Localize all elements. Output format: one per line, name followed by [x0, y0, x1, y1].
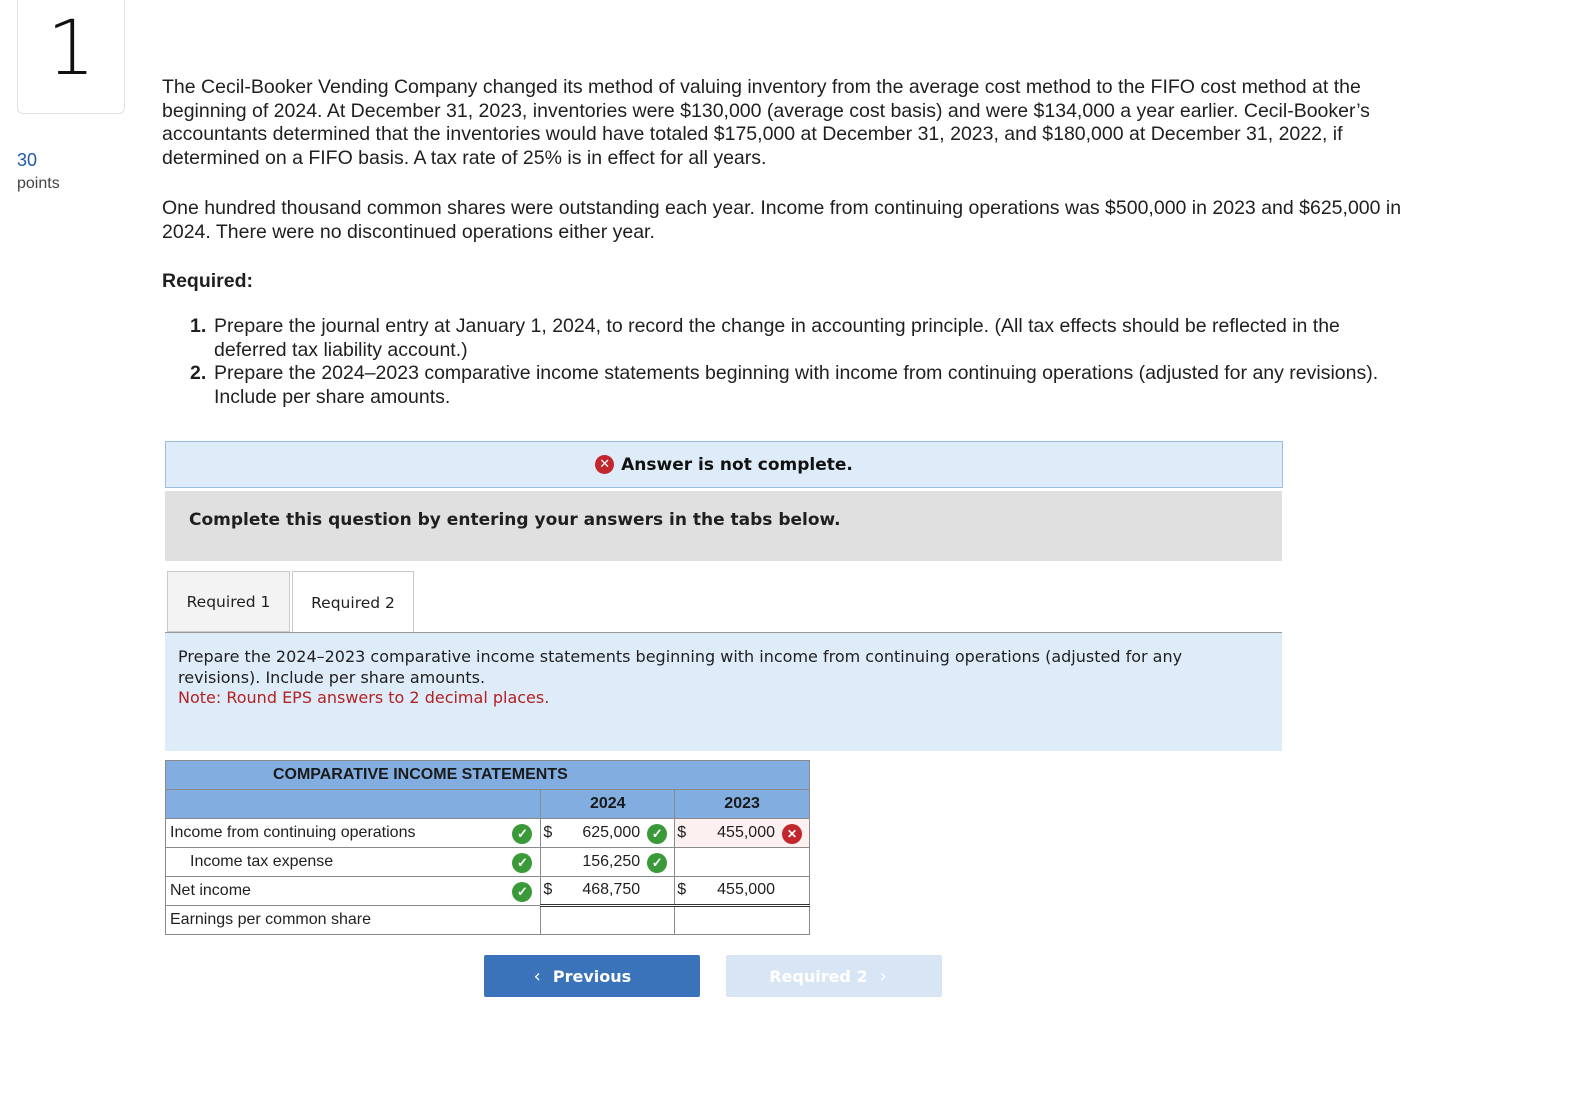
currency-symbol: $ — [543, 824, 553, 841]
table-row — [166, 906, 810, 935]
input-2024-income-tax-expense[interactable] — [541, 848, 675, 877]
row-label-income-tax-expense[interactable] — [166, 848, 541, 877]
cell-value: 468,750 — [582, 881, 641, 898]
answer-status-text: Answer is not complete. — [621, 454, 853, 475]
instruction-text: Complete this question by entering your answers in the tabs below. — [189, 510, 841, 530]
input-2024-eps[interactable] — [541, 906, 675, 935]
requirements-list — [190, 315, 1390, 409]
column-header-2023: 2023 — [675, 790, 810, 819]
comparative-income-statements-table — [165, 760, 810, 935]
table-row — [166, 819, 810, 848]
column-header-2024: 2024 — [541, 790, 675, 819]
table-title — [166, 761, 675, 790]
points-label: points — [17, 175, 60, 192]
check-icon: ✓ — [647, 853, 667, 873]
requirement-number: 2. — [190, 362, 207, 384]
requirement-2 — [190, 362, 1390, 409]
check-icon: ✓ — [647, 824, 667, 844]
tab-label: Required 2 — [311, 593, 395, 612]
requirement-1 — [190, 315, 1390, 362]
table-title-spacer — [675, 761, 810, 790]
x-circle-icon: ✕ — [782, 824, 802, 844]
question-text: The Cecil-Booker Vending Company changed its method of valuing inventory from the average cost method to the FIFO cost method at the beginning of 2024. At December 31, 2023, inventories were $130,000 (average cost basis) and were $134,000 a year earlier. Cecil-Booker’s accountants determined that the inventories would have totaled $175,000 at December 31, 2023, and $180,000 at December 31, 2022, if determined on a FIFO basis. A tax rate of 25% is in effect for all years. — [162, 76, 1370, 169]
tab-prompt-panel — [165, 633, 1282, 751]
question-paragraph-2: One hundred thousand common shares were outstanding each year. Income from continuing operations was $500,000 in 2023 and $625,000 in 2024. There were no discontinued operations either year. — [162, 197, 1402, 243]
previous-button[interactable] — [484, 955, 700, 997]
tab-required-1[interactable] — [167, 571, 290, 632]
instruction-banner — [165, 491, 1282, 561]
points-value: 30 — [17, 150, 38, 170]
currency-symbol: $ — [543, 881, 553, 898]
input-2024-net-income — [541, 877, 675, 906]
next-tab-button-label: Required 2 — [769, 966, 868, 986]
tab-label: Required 1 — [186, 592, 271, 611]
question-paragraph-1 — [162, 76, 1402, 170]
currency-symbol: $ — [677, 881, 687, 898]
tab-required-2[interactable] — [292, 571, 414, 633]
requirement-text: Prepare the journal entry at January 1, 2024, to record the change in accounting principle. (All tax effects should be reflected in the deferred tax liability account.) — [214, 315, 1340, 361]
row-label-net-income[interactable] — [166, 877, 541, 906]
cell-value: 455,000 — [717, 881, 775, 898]
row-label-income-continuing-ops[interactable] — [166, 819, 541, 848]
question-number: 1 — [46, 3, 96, 92]
requirement-number: 1. — [190, 315, 207, 337]
table-title-text: COMPARATIVE INCOME STATEMENTS — [272, 766, 568, 783]
row-label-text: Earnings per common share — [170, 911, 371, 928]
check-icon: ✓ — [512, 824, 532, 844]
table-row — [166, 877, 810, 906]
required-heading: Required: — [162, 270, 254, 292]
x-circle-icon: ✕ — [595, 455, 614, 474]
row-label-text: Net income — [170, 882, 251, 899]
requirement-text: Prepare the 2024–2023 comparative income statements beginning with income from continuing operations (adjusted for any revisions). Include per share amounts. — [214, 362, 1379, 408]
question-number-box — [17, 0, 125, 114]
row-label-text: Income tax expense — [190, 853, 334, 870]
input-2023-eps[interactable] — [675, 906, 810, 935]
prompt-note: Note: Round EPS answers to 2 decimal places. — [178, 688, 550, 707]
next-tab-button[interactable] — [726, 955, 942, 997]
input-2023-income-continuing-ops[interactable] — [675, 819, 810, 848]
chevron-left-icon: ‹ — [533, 965, 541, 987]
row-label-text: Income from continuing operations — [170, 824, 416, 841]
prompt-text: Prepare the 2024–2023 comparative income statements beginning with income from continuing operations (adjusted for any revisions). Include per share amounts. — [178, 647, 1183, 687]
check-icon: ✓ — [512, 853, 532, 873]
cell-value: 156,250 — [582, 853, 641, 870]
answer-status-banner — [165, 441, 1283, 488]
label-column-header — [166, 790, 541, 819]
cell-value: 625,000 — [582, 824, 641, 841]
input-2023-net-income — [675, 877, 810, 906]
input-2023-income-tax-expense[interactable] — [675, 848, 810, 877]
currency-symbol: $ — [677, 824, 687, 841]
input-2024-income-continuing-ops[interactable] — [541, 819, 675, 848]
cell-value: 455,000 — [717, 824, 775, 841]
table-row — [166, 848, 810, 877]
chevron-right-icon: › — [879, 965, 887, 987]
row-label-eps[interactable] — [166, 906, 541, 935]
previous-button-label: Previous — [552, 966, 632, 986]
check-icon: ✓ — [512, 882, 532, 902]
